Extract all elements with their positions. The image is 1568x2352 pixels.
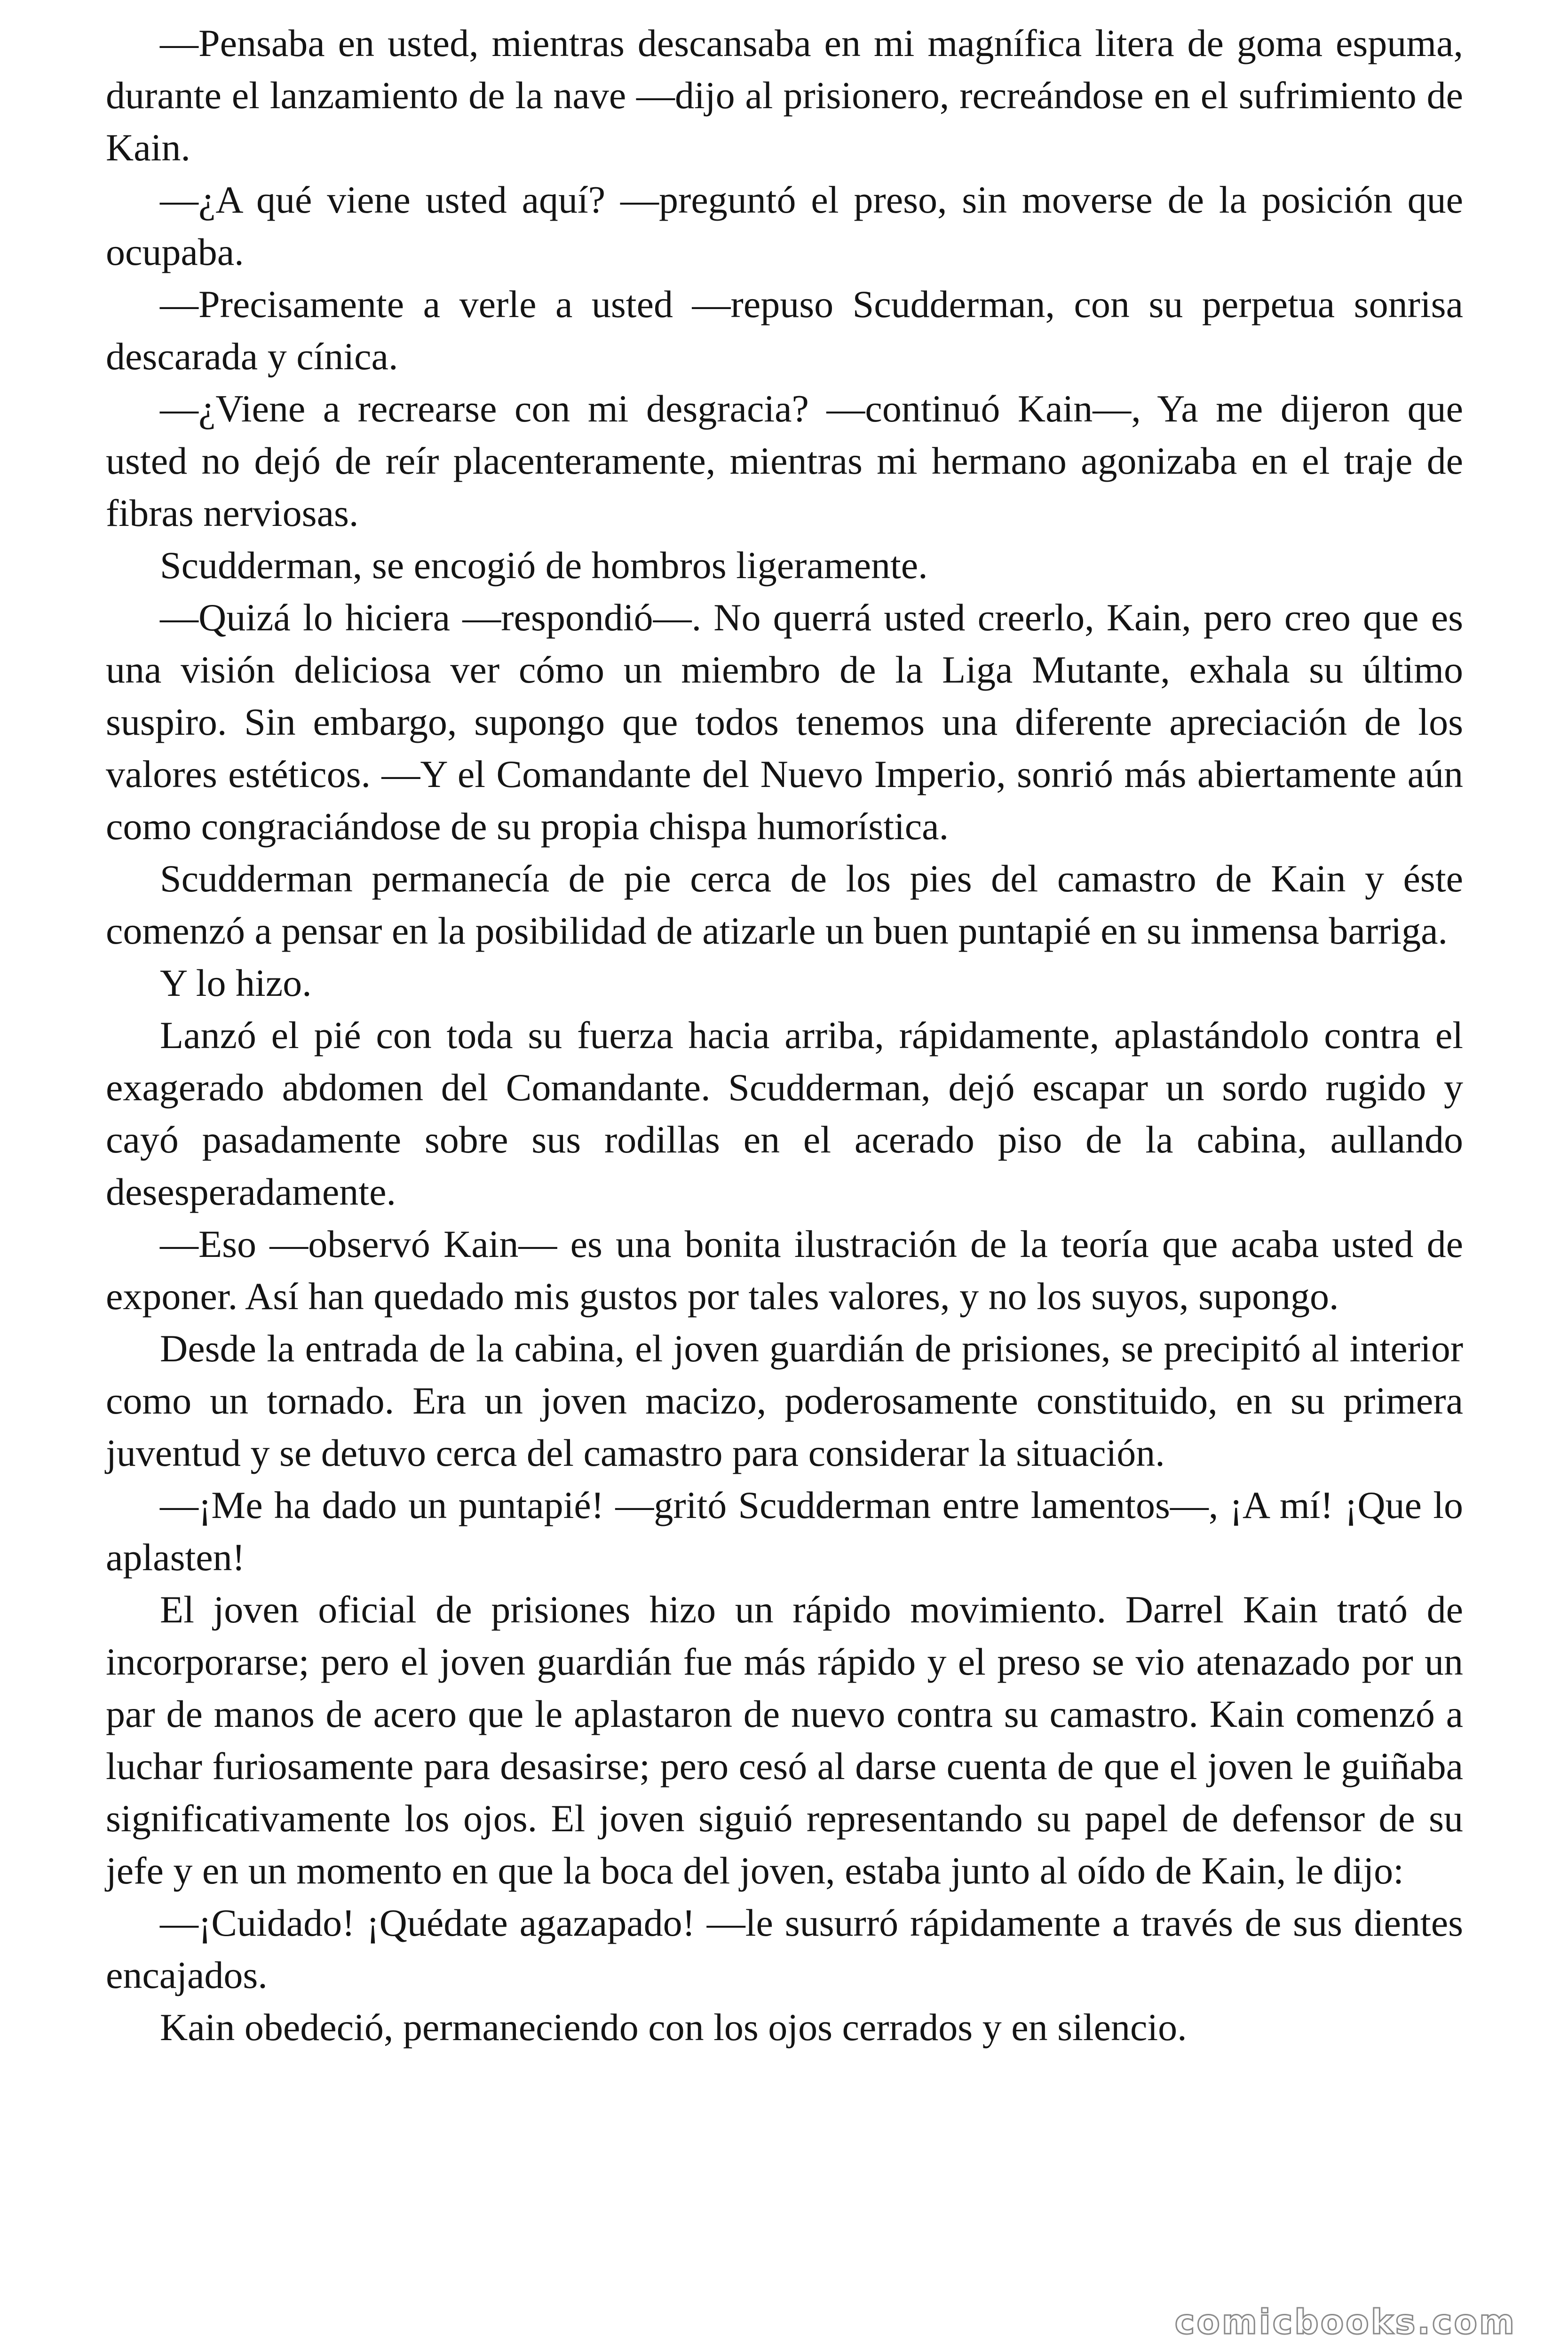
paragraph: El joven oficial de prisiones hizo un rápido movimiento. Darrel Kain trató de incorporarse; pero el joven guardián fue más rápido y el preso se vio atenazado por un par de manos de acero que le aplastaron de nuevo contra su camastro. Kain comenzó a luchar furiosamente para desasirse; pero cesó al darse cuenta de que el joven le guiñaba significativamente los ojos. El joven siguió representando su papel de defensor de su jefe y en un momento en que la boca del joven, estaba junto al oído de Kain, le dijo:	[106, 1588, 1463, 1892]
paragraph: Kain obedeció, permaneciendo con los ojos cerrados y en silencio.	[160, 2006, 1187, 2049]
paragraph: —¡Cuidado! ¡Quédate agazapado! —le susurró rápidamente a través de sus dientes encajados.	[106, 1901, 1463, 1996]
paragraph: Desde la entrada de la cabina, el joven guardián de prisiones, se precipitó al interior como un tornado. Era un joven macizo, poderosamente constituido, en su primera juventud y se detuvo cerca del camastro para considerar la situación.	[106, 1327, 1463, 1474]
paragraph: —¡Me ha dado un puntapié! —gritó Scudderman entre lamentos—, ¡A mí! ¡Que lo aplasten!	[106, 1484, 1463, 1579]
paragraph: —¿Viene a recrearse con mi desgracia? —continuó Kain—, Ya me dijeron que usted no dejó de reír placenteramente, mientras mi hermano agonizaba en el traje de fibras nerviosas.	[106, 387, 1463, 534]
page-text	[106, 17, 1463, 2053]
paragraph: Scudderman, se encogió de hombros ligeramente.	[160, 544, 928, 587]
watermark: comicbooks.com	[1174, 2302, 1516, 2342]
paragraph: —Pensaba en usted, mientras descansaba en mi magnífica litera de goma espuma, durante el lanzamiento de la nave —dijo al prisionero, recreándose en el sufrimiento de Kain.	[106, 22, 1463, 169]
paragraph: Scudderman permanecía de pie cerca de los pies del camastro de Kain y éste comenzó a pensar en la posibilidad de atizarle un buen puntapié en su inmensa barriga.	[106, 857, 1463, 952]
paragraph: —Quizá lo hiciera —respondió—. No querrá usted creerlo, Kain, pero creo que es una visión deliciosa ver cómo un miembro de la Liga Mutante, exhala su último suspiro. Sin embargo, supongo que todos tenemos una diferente apreciación de los valores estéticos. —Y el Comandante del Nuevo Imperio, sonrió más abiertamente aún como congraciándose de su propia chispa humorística.	[106, 596, 1463, 848]
paragraph: —¿A qué viene usted aquí? —preguntó el preso, sin moverse de la posición que ocupaba.	[106, 178, 1463, 273]
paragraph: Lanzó el pié con toda su fuerza hacia arriba, rápidamente, aplastándolo contra el exagerado abdomen del Comandante. Scudderman, dejó escapar un sordo rugido y cayó pasadamente sobre sus rodillas en el acerado piso de la cabina, aullando desesperadamente.	[106, 1014, 1463, 1213]
paragraph: —Eso —observó Kain— es una bonita ilustración de la teoría que acaba usted de exponer. Así han quedado mis gustos por tales valores, y no los suyos, supongo.	[106, 1223, 1463, 1318]
paragraph: —Precisamente a verle a usted —repuso Scudderman, con su perpetua sonrisa descarada y cínica.	[106, 283, 1463, 378]
paragraph: Y lo hizo.	[160, 961, 312, 1004]
